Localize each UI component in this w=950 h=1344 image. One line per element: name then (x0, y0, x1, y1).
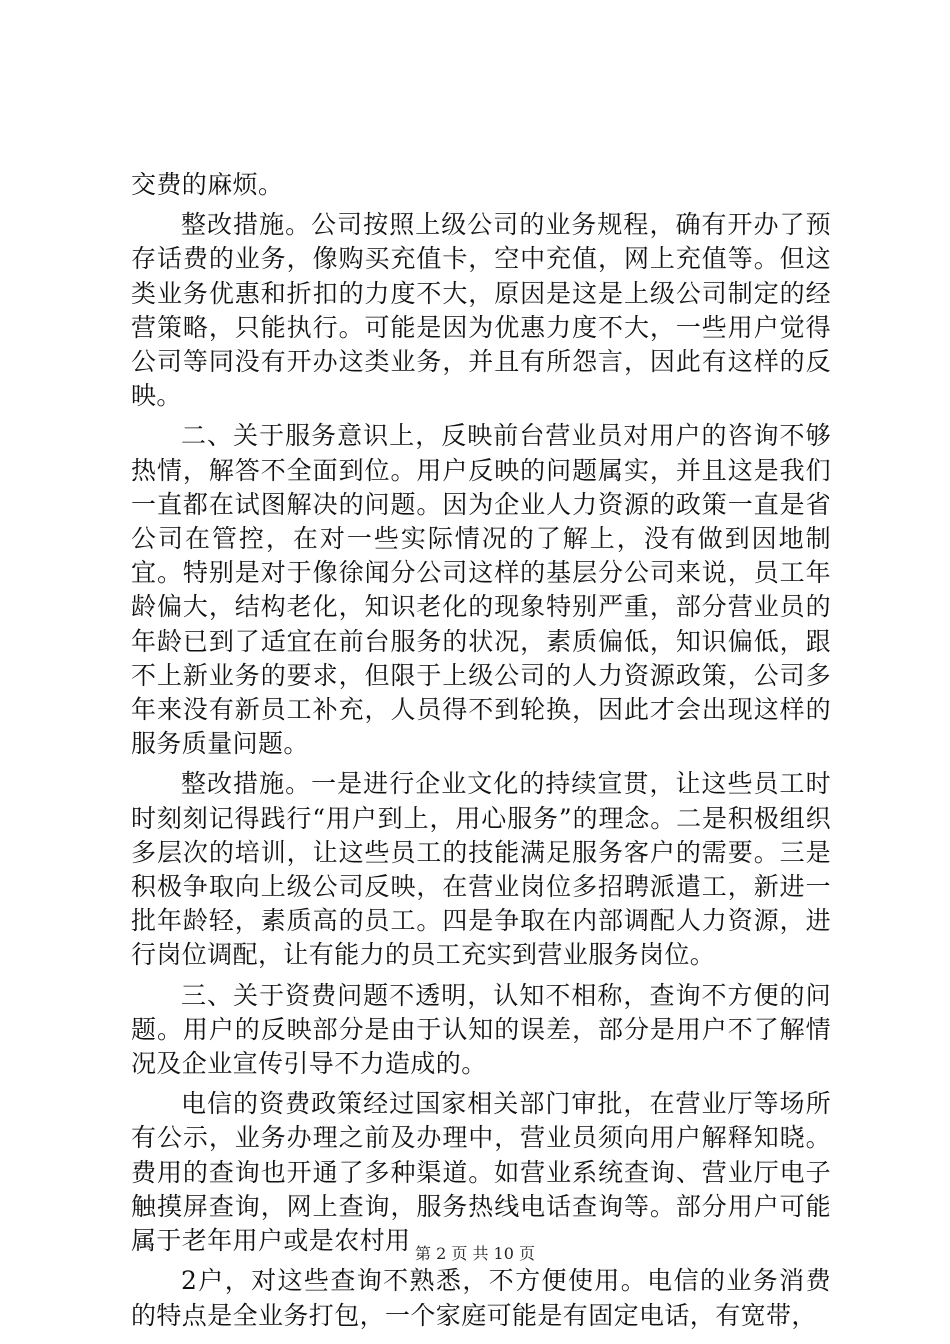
paragraph: 2户，对这些查询不熟悉，不方便使用。电信的业务消费的特点是全业务打包，一个家庭可能是有固定电话，有宽带， (131, 1266, 831, 1330)
paragraph: 电信的资费政策经过国家相关部门审批，在营业厅等场所有公示，业务办理之前及办理中，营业员须向用户解释知晓。费用的查询也开通了多种渠道。如营业系统查询、营业厅电子触摸屏查询，网上查询，服务热线电话查询等。部分用户可能属于老年用户或是农村用 (131, 1089, 831, 1256)
page-number: 第 2 页 共 10 页 (415, 1244, 535, 1263)
paragraph: 整改措施。一是进行企业文化的持续宣贯，让这些员工时时刻刻记得践行“用户到上，用心服务”的理念。二是积极组织多层次的培训，让这些员工的技能满足服务客户的需要。三是积极争取向上级公司反映，在营业岗位多招聘派遣工，新进一批年龄轻，素质高的员工。四是争取在内部调配人力资源，进行岗位调配，让有能力的员工充实到营业服务岗位。 (131, 769, 831, 970)
paragraph: 交费的麻烦。 (131, 170, 284, 199)
document-body (131, 168, 831, 1333)
paragraph: 三、关于资费问题不透明，认知不相称，查询不方便的问题。用户的反映部分是由于认知的误差，部分是用户不了解情况及企业宣传引导不力造成的。 (131, 980, 831, 1079)
paragraph: 整改措施。公司按照上级公司的业务规程，确有开办了预存话费的业务，像购买充值卡，空中充值，网上充值等。但这类业务优惠和折扣的力度不大，原因是这是上级公司制定的经营策略，只能执行。可能是因为优惠力度不大，一些用户觉得公司等同没有开办这类业务，并且有所怨言，因此有这样的反映。 (131, 210, 831, 411)
page-footer (0, 1244, 950, 1264)
paragraph: 二、关于服务意识上，反映前台营业员对用户的咨询不够热情，解答不全面到位。用户反映的问题属实，并且这是我们一直都在试图解决的问题。因为企业人力资源的政策一直是省公司在管控，在对一些实际情况的了解上，没有做到因地制宜。特别是对于像徐闻分公司这样的基层分公司来说，员工年龄偏大，结构老化，知识老化的现象特别严重，部分营业员的年龄已到了适宜在前台服务的状况，素质偏低，知识偏低，跟不上新业务的要求，但限于上级公司的人力资源政策，公司多年来没有新员工补充，人员得不到轮换，因此才会出现这样的服务质量问题。 (131, 421, 831, 759)
